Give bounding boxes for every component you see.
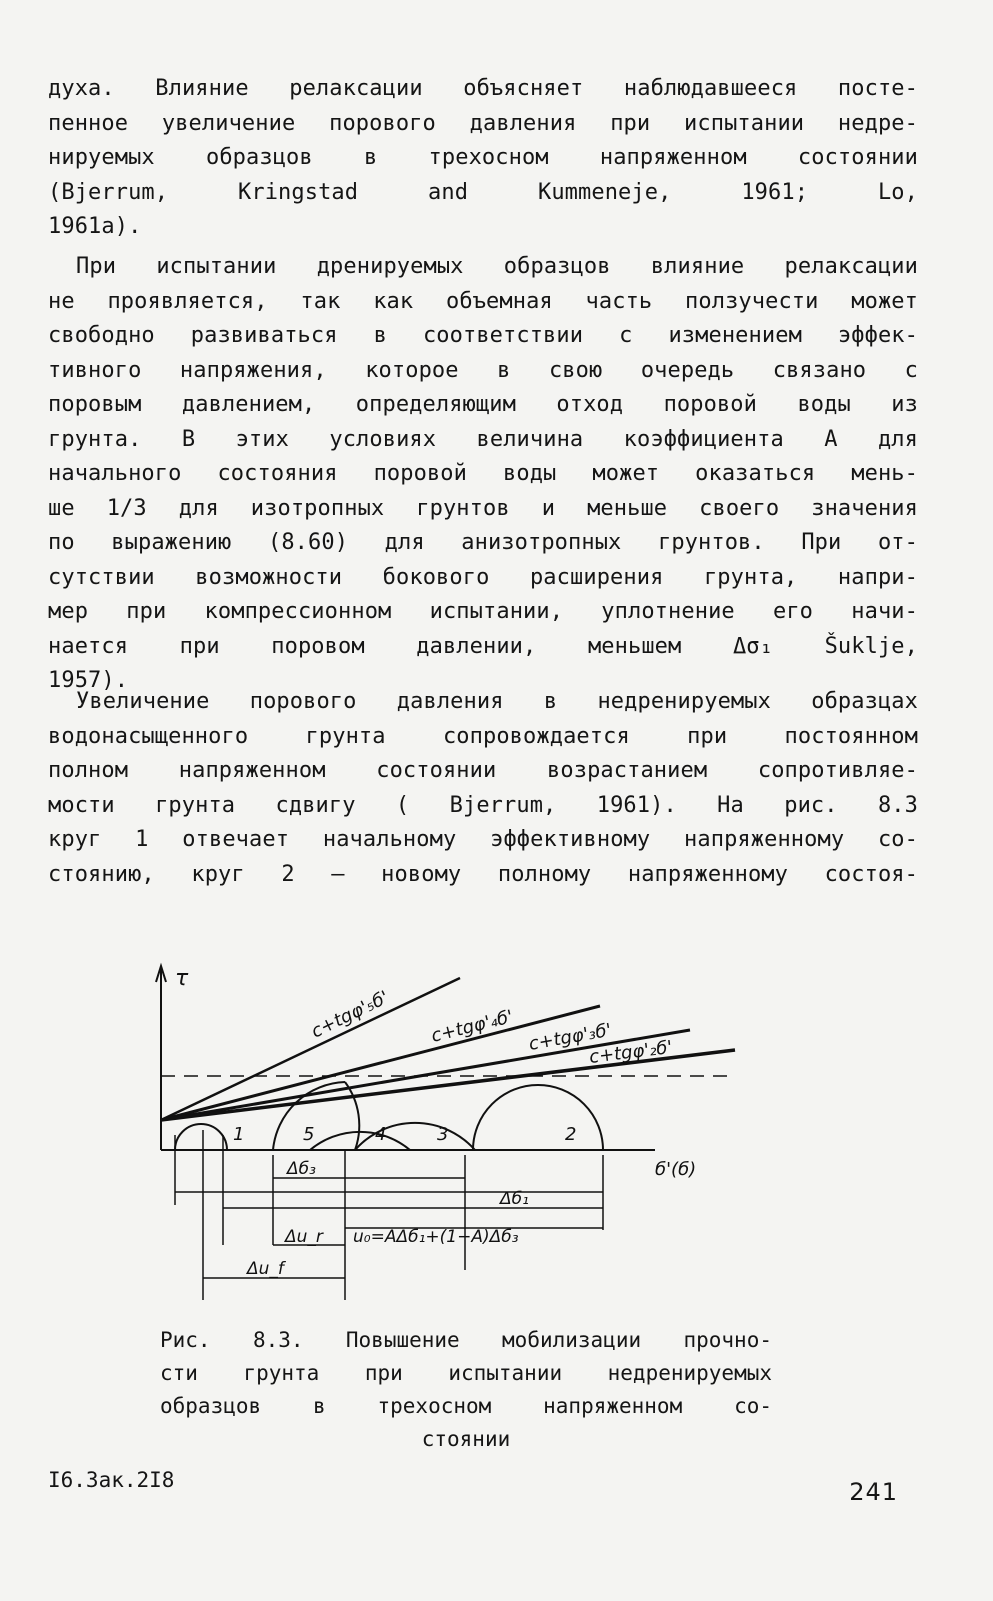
text-line: начального состояния поровой воды может оказаться мень- <box>48 461 918 486</box>
text-line: не проявляется, так как объемная часть ползучести может <box>48 288 918 314</box>
text-line: полном напряженном состоянии возрастанием сопротивляе- <box>48 758 918 783</box>
dim-label: Δu_f <box>247 1259 284 1279</box>
text-line: тивного напряжения, которое в свою очередь связано с <box>48 357 918 383</box>
axis-y-label: τ <box>175 966 189 991</box>
text-line: свободно развиваться в соответствии с изменением эффек- <box>48 323 918 348</box>
circle-2 <box>473 1085 603 1150</box>
text-line: мости грунта сдвигу ( Bjerrum, 1961). На рис. 8.3 <box>48 792 918 818</box>
dim-label: Δб₃ <box>287 1159 316 1179</box>
printer-signature: I6.Зак.2I8 <box>48 1468 175 1492</box>
text-line: (Bjerrum, Kringstad and Kummeneje, 1961; Lo, <box>48 179 918 205</box>
paragraph-3 <box>48 685 918 892</box>
page-number: 241 <box>849 1478 898 1506</box>
mohr-circle-diagram <box>155 960 755 1310</box>
text-line: пенное увеличение порового давления при испытании недре- <box>48 110 918 136</box>
text-line: духа. Влияние релаксации объясняет наблюдавшееся посте- <box>48 76 918 101</box>
dim-label: Δu_r <box>285 1227 323 1247</box>
figure-8-3 <box>155 960 755 1310</box>
text-line: При испытании дренируемых образцов влияние релаксации <box>76 254 918 279</box>
caption-line: Рис. 8.3. Повышение мобилизации прочно- <box>160 1328 772 1352</box>
circle-label: 5 <box>303 1124 315 1145</box>
text-line: нается при поровом давлении, меньшем Δσ₁ Šuklje, <box>48 633 918 659</box>
axis-x-label: б'(б) <box>655 1159 697 1180</box>
circle-1 <box>175 1124 227 1150</box>
envelope-line-4 <box>161 1006 600 1120</box>
circle-label: 3 <box>437 1124 449 1145</box>
text-line: 1961a). <box>48 214 142 239</box>
text-line: 1957). <box>48 668 129 693</box>
text-line: грунта. В этих условиях величина коэффициента A для <box>48 426 918 452</box>
circle-label: 4 <box>375 1124 387 1145</box>
envelope-label: c+tgφ'₂б' <box>588 1036 674 1068</box>
paragraph-1 <box>48 72 918 245</box>
circle-4 <box>310 1132 410 1150</box>
text-line: поровым давлением, определяющим отход поровой воды из <box>48 392 918 417</box>
text-line: Увеличение порового давления в недренируемых образцах <box>76 689 918 714</box>
text-line: нируемых образцов в трехосном напряженном состоянии <box>48 145 918 170</box>
paragraph-2 <box>48 250 918 699</box>
text-line: стоянию, круг 2 – новому полному напряженному состоя- <box>48 861 918 887</box>
caption-line: образцов в трехосном напряженном со- <box>160 1394 772 1418</box>
text-line: круг 1 отвечает начальному эффективному напряженному со- <box>48 827 918 852</box>
figure-caption <box>160 1324 772 1456</box>
envelope-line-5 <box>161 978 460 1120</box>
text-line: мер при компрессионном испытании, уплотнение его начи- <box>48 599 918 624</box>
envelope-label: c+tgφ'₄б' <box>429 1006 516 1047</box>
circle-3 <box>355 1123 475 1150</box>
text-line: водонасыщенного грунта сопровождается при постоянном <box>48 723 918 749</box>
text-line: по выражению (8.60) для анизотропных грунтов. При от- <box>48 530 918 555</box>
circle-5-right <box>345 1082 359 1150</box>
caption-line: стоянии <box>421 1427 511 1451</box>
envelope-label: c+tgφ'₃б' <box>527 1019 614 1055</box>
circle-label: 1 <box>233 1124 245 1145</box>
dim-label: u₀=AΔб₁+(1−A)Δб₃ <box>353 1227 519 1247</box>
caption-line: сти грунта при испытании недренируемых <box>160 1361 772 1385</box>
text-line: сутствии возможности бокового расширения грунта, напри- <box>48 564 918 590</box>
dim-label: Δб₁ <box>500 1189 529 1209</box>
text-line: ше 1/3 для изотропных грунтов и меньше своего значения <box>48 495 918 521</box>
envelope-label: c+tgφ'₅б' <box>307 986 393 1043</box>
circle-label: 2 <box>565 1124 577 1145</box>
